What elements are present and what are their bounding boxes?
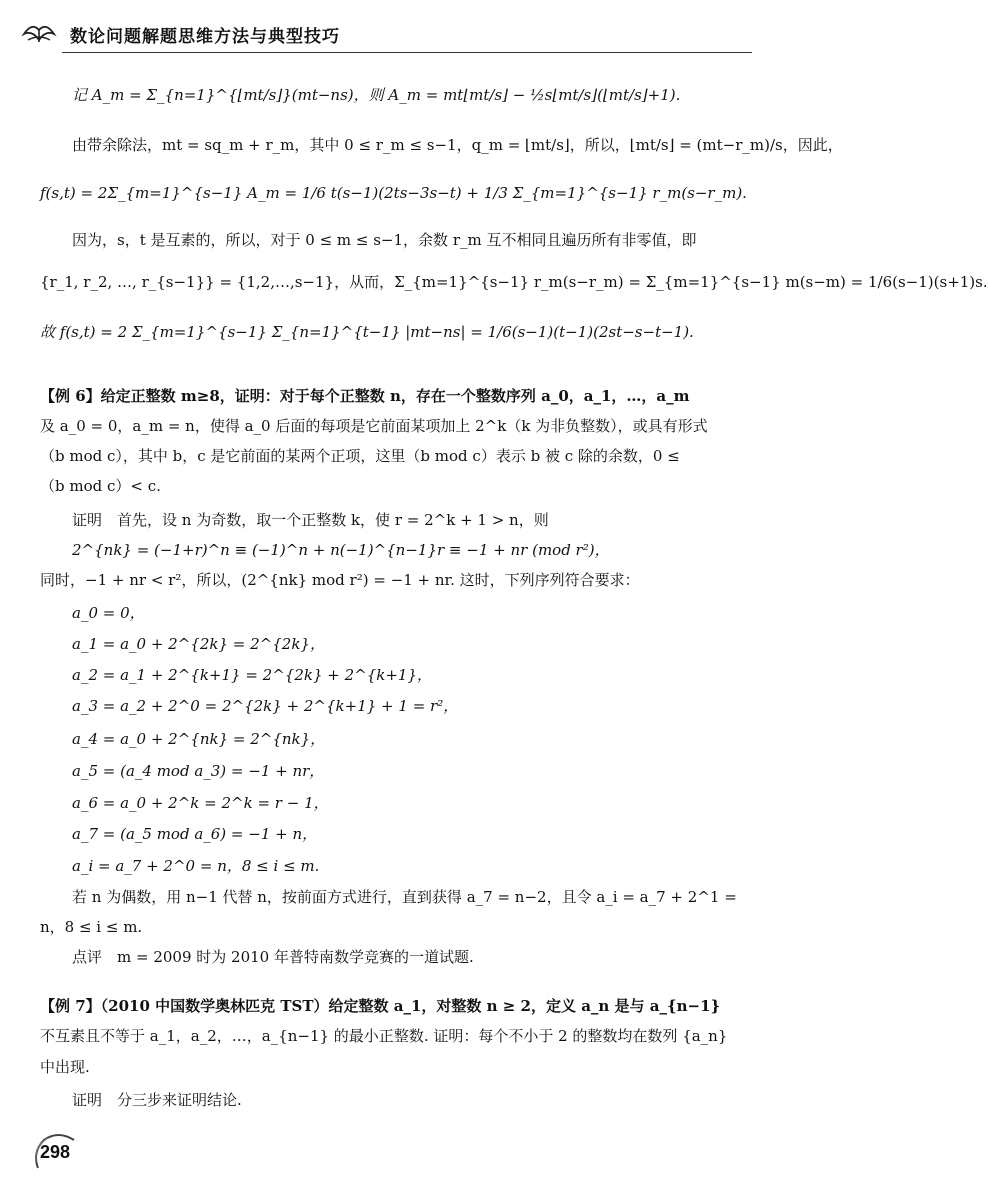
text-line-26: 不互素且不等于 a_1，a_2，…，a_{n−1} 的最小正整数. 证明：每个不小于 2 的整数均在数列 {a_n} [40,1027,728,1045]
seq-a0: a_0 = 0， [72,604,145,622]
text-line-13: 同时，−1 + nr < r²，所以，(2^{nk} mod r²) = −1 + nr. 这时，下列序列符合要求： [40,571,640,589]
example-6-heading: 【例 6】给定正整数 m≥8，证明：对于每个正整数 n，存在一个整数序列 a_0，a_1，…，a_m [40,387,690,405]
proof-line-28: 证明 分三步来证明结论. [72,1091,242,1109]
formula-line-12: 2^{nk} = (−1+r)^n ≡ (−1)^n + n(−1)^{n−1}r ≡ −1 + nr (mod r²)， [72,541,610,559]
example-7-heading: 【例 7】（2010 中国数学奥林匹克 TST）给定整数 a_1，对整数 n ≥ 2，定义 a_n 是与 a_{n−1} [40,997,721,1015]
text-line-1: 记 A_m = Σ_{n=1}^{⌊mt/s⌋}(mt−ns)，则 A_m = mt⌊mt/s⌋ − ½s⌊mt/s⌋(⌊mt/s⌋+1). [72,86,681,104]
header-title: 数论问题解题思维方法与典型技巧 [70,27,340,47]
page-number-badge [30,1132,82,1172]
text-line-4: 因为，s，t 是互素的，所以，对于 0 ≤ m ≤ s−1，余数 r_m 互不相同且遍历所有非零值，即 [72,231,697,249]
formula-line-3: f(s,t) = 2Σ_{m=1}^{s−1} A_m = 1/6 t(s−1)(2ts−3s−t) + 1/3 Σ_{m=1}^{s−1} r_m(s−r_m). [40,184,747,202]
text-line-27: 中出现. [40,1058,90,1076]
page-number: 298 [40,1142,71,1162]
seq-a1: a_1 = a_0 + 2^{2k} = 2^{2k}， [72,635,325,653]
seq-a5: a_5 = (a_4 mod a_3) = −1 + nr， [72,762,325,780]
seq-a3: a_3 = a_2 + 2^0 = 2^{2k} + 2^{k+1} + 1 = r²， [72,697,459,715]
header-rule [62,52,752,53]
text-line-5: {r_1, r_2, …, r_{s−1}} = {1,2,…,s−1}，从而，Σ_{m=1}^{s−1} r_m(s−r_m) = Σ_{m=1}^{s−1} m(s−m) = 1/6(s−1)(s+1)s. [40,273,988,291]
leaf-book-icon [22,20,56,46]
text-line-2: 由带余除法，mt = sq_m + r_m，其中 0 ≤ r_m ≤ s−1，q_m = ⌊mt/s⌋，所以，⌊mt/s⌋ = (mt−r_m)/s，因此， [72,136,843,154]
text-line-8: 及 a_0 = 0，a_m = n，使得 a_0 后面的每项是它前面某项加上 2^k（k 为非负整数），或具有形式 [40,417,708,435]
seq-a2: a_2 = a_1 + 2^{k+1} = 2^{2k} + 2^{k+1}， [72,666,433,684]
seq-a6: a_6 = a_0 + 2^k = 2^k = r − 1， [72,794,329,812]
text-line-22: 若 n 为偶数，用 n−1 代替 n，按前面方式进行，直到获得 a_7 = n−2，且令 a_i = a_7 + 2^1 = [72,888,737,906]
seq-a4: a_4 = a_0 + 2^{nk} = 2^{nk}， [72,730,326,748]
text-line-23: n，8 ≤ i ≤ m. [40,918,143,936]
formula-line-6: 故 f(s,t) = 2 Σ_{m=1}^{s−1} Σ_{n=1}^{t−1} |mt−ns| = 1/6(s−1)(t−1)(2st−s−t−1). [40,323,694,341]
remark-line: 点评 m = 2009 时为 2010 年普特南数学竞赛的一道试题. [72,948,474,966]
seq-ai: a_i = a_7 + 2^0 = n，8 ≤ i ≤ m. [72,857,320,875]
proof-line-11: 证明 首先，设 n 为奇数，取一个正整数 k，使 r = 2^k + 1 > n，则 [72,511,549,529]
seq-a7: a_7 = (a_5 mod a_6) = −1 + n， [72,825,318,843]
text-line-10: （b mod c）< c. [40,477,161,495]
text-line-9: （b mod c），其中 b，c 是它前面的某两个正项，这里（b mod c）表示 b 被 c 除的余数，0 ≤ [40,447,680,465]
running-header [22,14,722,54]
